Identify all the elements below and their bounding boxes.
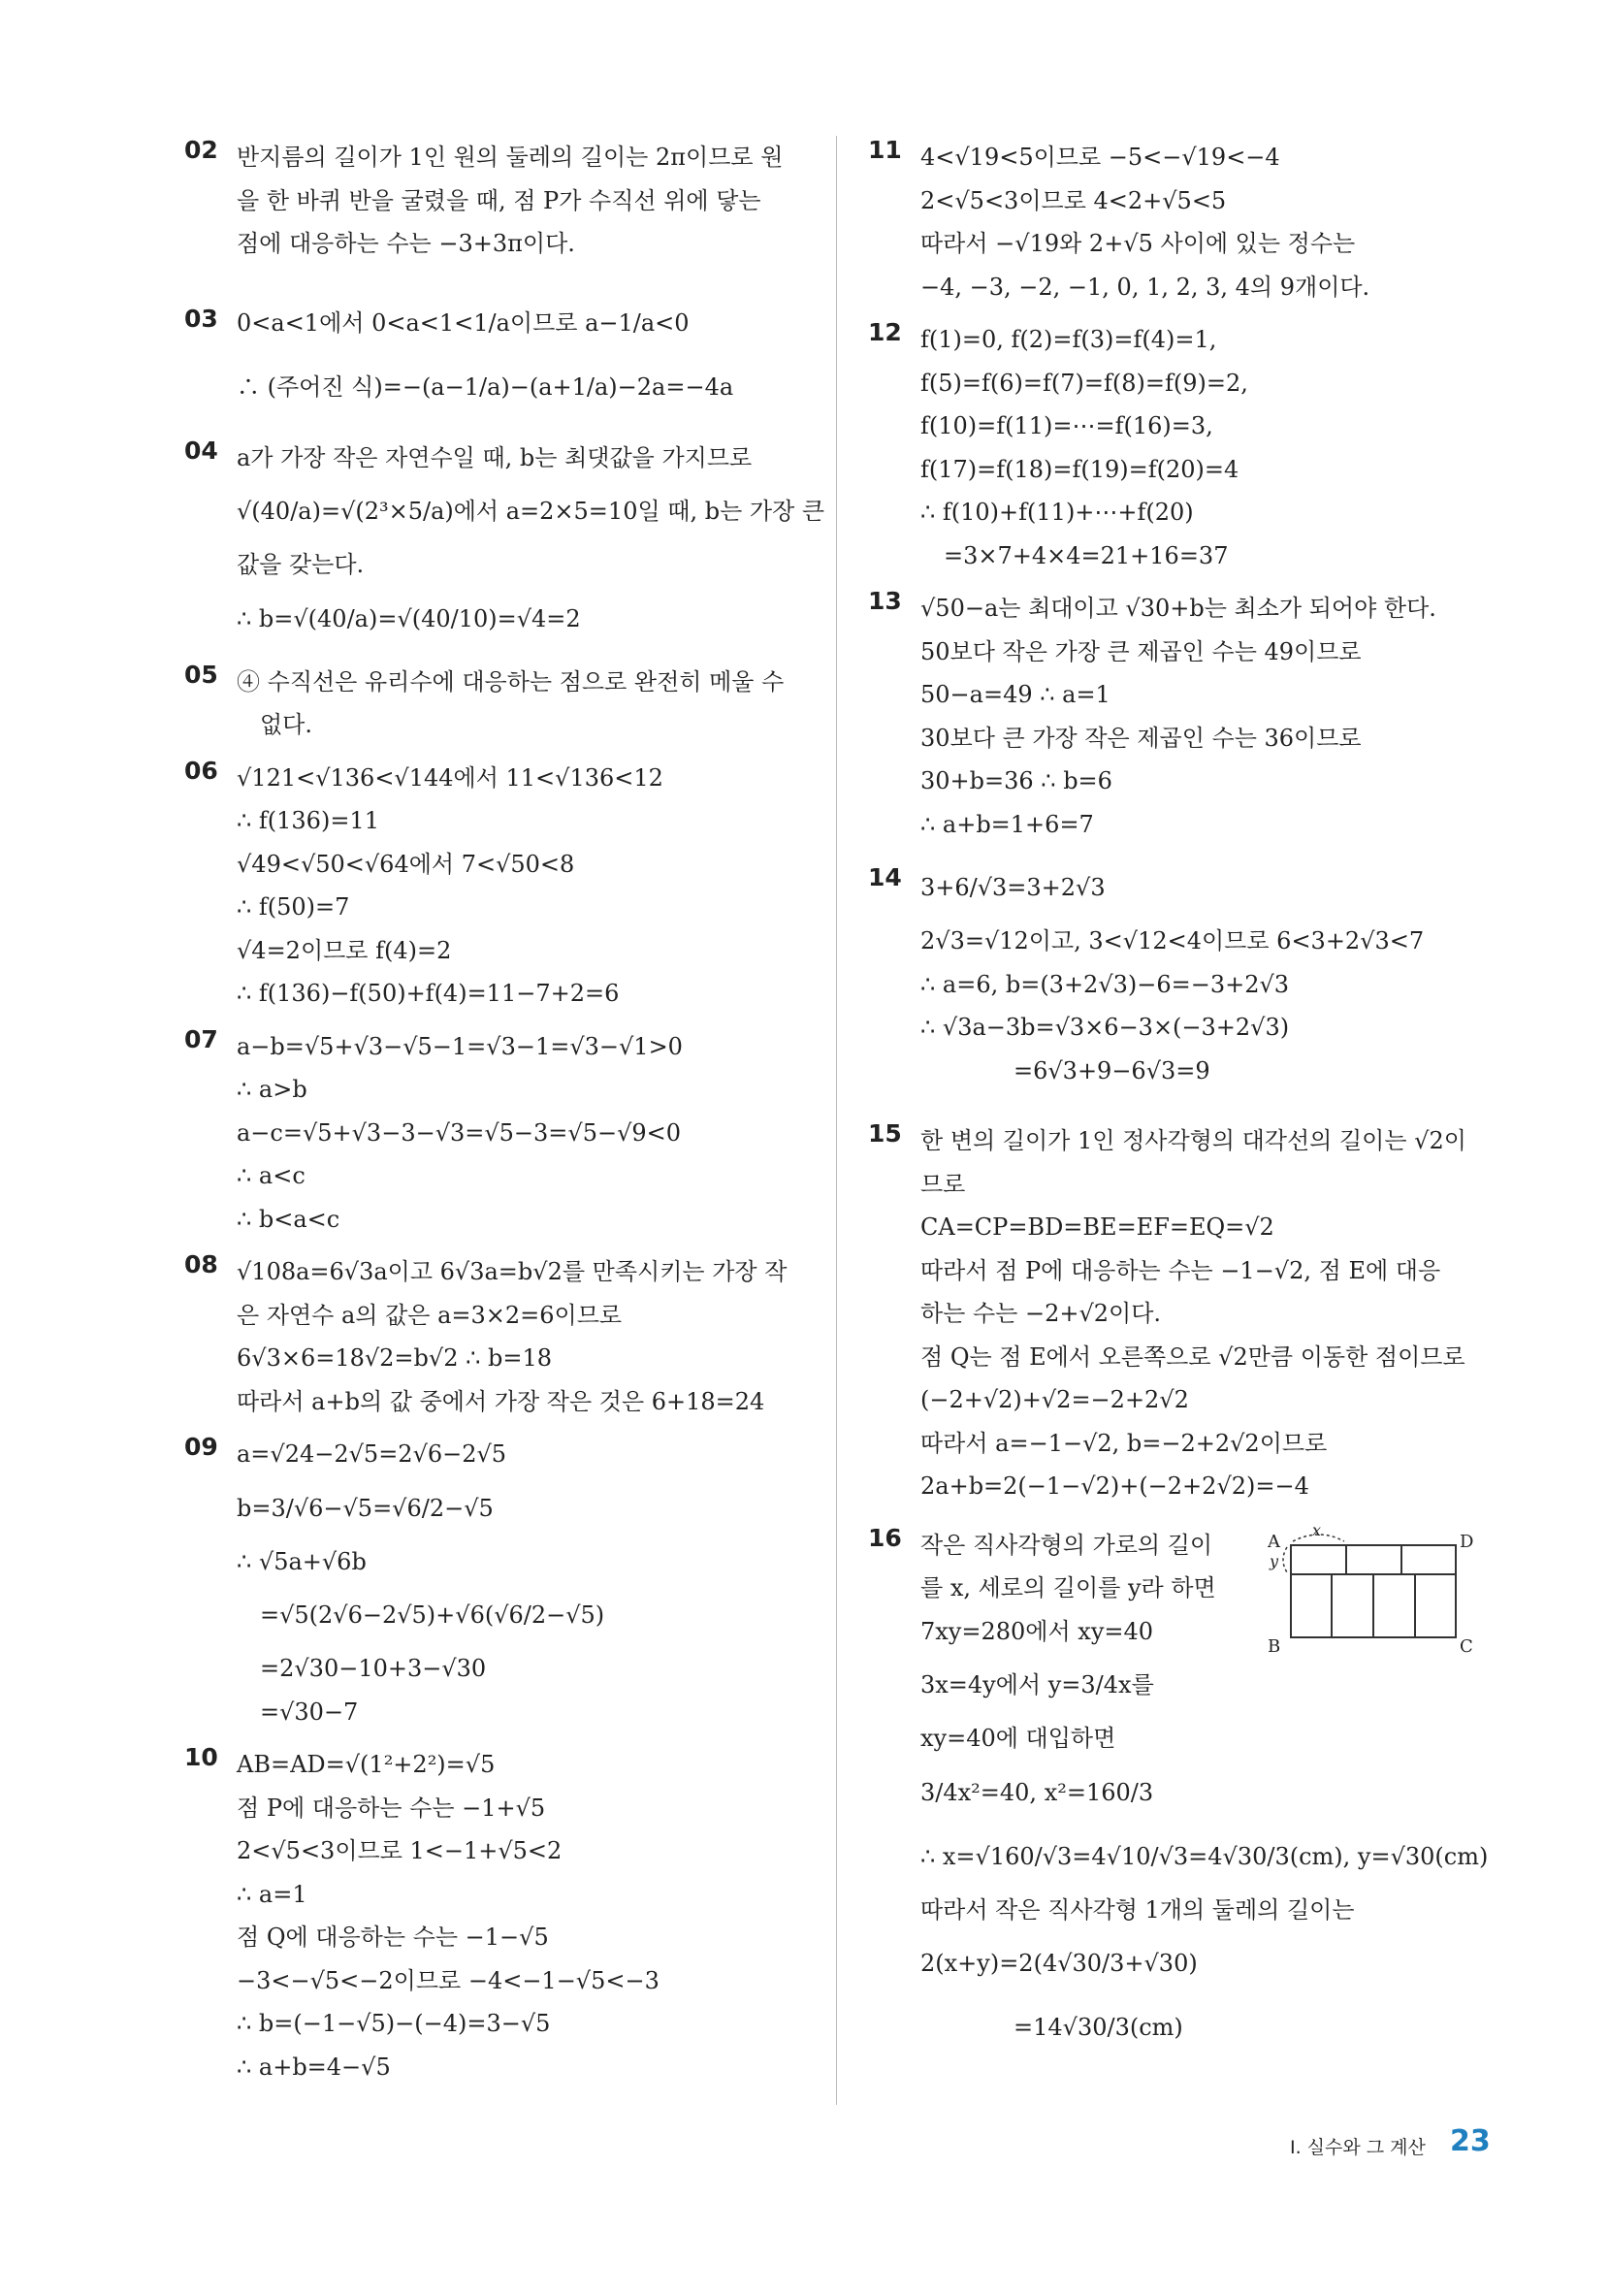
- solution-line: 따라서 a+b의 값 중에서 가장 작은 것은 6+18=24: [237, 1387, 765, 1415]
- solution-line: f(10)=f(11)=⋯=f(16)=3,: [920, 412, 1213, 439]
- solution-10: [184, 1743, 805, 2088]
- solution-line: ∴ b=(−1−√5)−(−4)=3−√5: [237, 2010, 551, 2037]
- footer-section-title: Ⅰ. 실수와 그 계산: [1290, 2137, 1426, 2158]
- solution-line: 한 변의 길이가 1인 정사각형의 대각선의 길이는 √2이: [920, 1127, 1466, 1154]
- solution-line: 2<√5<3이므로 4<2+√5<5: [920, 186, 1227, 214]
- solution-line: ∴ b<a<c: [237, 1205, 340, 1233]
- problem-number: 15: [868, 1119, 902, 1148]
- solution-line: ∴ b=√(40/a)=√(40/10)=√4=2: [237, 604, 581, 632]
- solution-line: 6√3×6=18√2=b√2 ∴ b=18: [237, 1344, 552, 1372]
- solution-line: 값을 갖는다.: [237, 551, 365, 578]
- solution-line: 0<a<1에서 0<a<1<1/a이므로 a−1/a<0: [237, 308, 690, 337]
- y-brace: [1283, 1547, 1287, 1572]
- solution-line: AB=AD=√(1²+2²)=√5: [237, 1751, 496, 1778]
- problem-number: 11: [868, 136, 902, 164]
- solution-line: −3<−√5<−2이므로 −4<−1−√5<−3: [237, 1966, 660, 1994]
- solution-line: ∴ a=6, b=(3+2√3)−6=−3+2√3: [920, 970, 1290, 998]
- solution-line: =14√30/3(cm): [1014, 2014, 1183, 2041]
- problem-number: 06: [184, 756, 218, 785]
- problem-number: 14: [868, 863, 902, 891]
- solution-line: 따라서 점 P에 대응하는 수는 −1−√2, 점 E에 대응: [920, 1256, 1441, 1284]
- problem-number: 05: [184, 660, 218, 689]
- solution-line: 3x=4y에서 y=3/4x를: [920, 1671, 1154, 1698]
- solution-line: ∴ a+b=4−√5: [237, 2053, 391, 2081]
- solution-04: [184, 436, 825, 651]
- solution-line: 를 x, 세로의 길이를 y라 하면: [920, 1574, 1216, 1601]
- solution-line: 점 Q에 대응하는 수는 −1−√5: [237, 1924, 549, 1951]
- label-d: D: [1460, 1532, 1474, 1552]
- problem-number: 13: [868, 587, 902, 615]
- solution-15: [868, 1119, 1489, 1508]
- solution-line: √49<√50<√64에서 7<√50<8: [237, 850, 575, 878]
- label-b: B: [1268, 1636, 1281, 1657]
- solution-line: 반지름의 길이가 1인 원의 둘레의 길이는 2π이므로 원: [237, 144, 784, 171]
- solution-line: 을 한 바퀴 반을 굴렸을 때, 점 P가 수직선 위에 닿는: [237, 186, 761, 214]
- problem-number: 12: [868, 318, 902, 346]
- solution-line: 므로: [920, 1170, 966, 1198]
- solution-line: 3/4x²=40, x²=160/3: [920, 1778, 1154, 1806]
- solution-line: xy=40에 대입하면: [920, 1725, 1116, 1752]
- solution-line: 따라서 −√19와 2+√5 사이에 있는 정수는: [920, 230, 1356, 257]
- solution-line: ∴ √3a−3b=√3×6−3×(−3+2√3): [920, 1014, 1290, 1041]
- solution-line: =√5(2√6−2√5)+√6(√6/2−√5): [260, 1601, 605, 1629]
- solution-line: 따라서 a=−1−√2, b=−2+2√2이므로: [920, 1429, 1328, 1457]
- solution-line: √4=2이므로 f(4)=2: [237, 936, 452, 964]
- page-number: 23: [1450, 2124, 1491, 2158]
- solution-line: f(1)=0, f(2)=f(3)=f(4)=1,: [920, 326, 1217, 353]
- solution-line: 따라서 작은 직사각형 1개의 둘레의 길이는: [920, 1895, 1355, 1924]
- solution-line: f(17)=f(18)=f(19)=f(20)=4: [920, 455, 1239, 483]
- solution-line: ∴ f(136)=11: [237, 807, 379, 834]
- solution-07: [184, 1025, 805, 1242]
- problem-number: 16: [868, 1523, 902, 1552]
- solution-line: √50−a는 최대이고 √30+b는 최소가 되어야 한다.: [920, 595, 1436, 622]
- right-column: [868, 136, 1489, 2059]
- solution-line: ④ 수직선은 유리수에 대응하는 점으로 완전히 메울 수: [237, 667, 785, 695]
- solution-line: 점 Q는 점 E에서 오른쪽으로 √2만큼 이동한 점이므로: [920, 1342, 1465, 1371]
- solution-line: a−b=√5+√3−√5−1=√3−1=√3−√1>0: [237, 1032, 683, 1060]
- rectangle-figure: [1266, 1526, 1479, 1662]
- column-divider: [836, 136, 837, 2105]
- solution-line: 하는 수는 −2+√2이다.: [920, 1300, 1162, 1327]
- solution-line: ∴ a>b: [237, 1076, 307, 1103]
- solution-line: ∴ x=√160/√3=4√10/√3=4√30/3(cm), y=√30(cm): [920, 1842, 1489, 1870]
- solution-12: [868, 318, 1489, 577]
- problem-number: 07: [184, 1024, 218, 1053]
- solution-line: ∴ f(50)=7: [237, 893, 350, 921]
- solution-line: 30보다 큰 가장 작은 제곱인 수는 36이므로: [920, 724, 1362, 752]
- solution-line: ∴ a=1: [237, 1880, 307, 1908]
- solution-13: [868, 587, 1489, 846]
- solution-line: 30+b=36 ∴ b=6: [920, 767, 1112, 794]
- solution-line: √121<√136<√144에서 11<√136<12: [237, 763, 663, 792]
- solution-line: ∴ a+b=1+6=7: [920, 810, 1094, 838]
- solution-08: [184, 1250, 805, 1423]
- solution-line: 2<√5<3이므로 1<−1+√5<2: [237, 1837, 563, 1864]
- solution-line: CA=CP=BD=BE=EF=EQ=√2: [920, 1213, 1274, 1241]
- solution-line: b=3/√6−√5=√6/2−√5: [237, 1494, 494, 1522]
- solution-02: [184, 136, 805, 266]
- solution-line: ∴ a<c: [237, 1162, 306, 1189]
- solution-line: 2√3=√12이고, 3<√12<4이므로 6<3+2√3<7: [920, 927, 1425, 954]
- solution-line: a−c=√5+√3−3−√3=√5−3=√5−√9<0: [237, 1118, 682, 1147]
- problem-number: 09: [184, 1433, 218, 1461]
- solution-line: a=√24−2√5=2√6−2√5: [237, 1440, 507, 1468]
- solution-line: √(40/a)=√(2³×5/a)에서 a=2×5=10일 때, b는 가장 큰: [237, 498, 825, 525]
- problem-number: 08: [184, 1250, 218, 1278]
- solution-09: [184, 1433, 805, 1733]
- solution-line: 50−a=49 ∴ a=1: [920, 681, 1110, 708]
- solution-line: ∴ f(10)+f(11)+⋯+f(20): [920, 499, 1194, 526]
- label-x: x: [1312, 1526, 1322, 1539]
- solution-line: 4<√19<5이므로 −5<−√19<−4: [920, 144, 1280, 171]
- solution-line: 없다.: [260, 711, 312, 738]
- label-y: y: [1270, 1552, 1279, 1570]
- solution-line: =√30−7: [260, 1698, 359, 1726]
- solution-line: ∴ f(136)−f(50)+f(4)=11−7+2=6: [237, 980, 620, 1007]
- solution-line: 7xy=280에서 xy=40: [920, 1617, 1154, 1645]
- solution-line: a가 가장 작은 자연수일 때, b는 최댓값을 가지므로: [237, 443, 753, 471]
- solution-11: [868, 136, 1489, 308]
- solution-line: =6√3+9−6√3=9: [1014, 1056, 1210, 1084]
- problem-number: 04: [184, 436, 218, 465]
- solution-line: 작은 직사각형의 가로의 길이: [920, 1531, 1213, 1559]
- solution-06: [184, 757, 805, 1016]
- solution-05: [184, 661, 805, 747]
- solution-03: [184, 291, 805, 419]
- problem-number: 10: [184, 1743, 218, 1771]
- solution-line: ∴ (주어진 식)=−(a−1/a)−(a+1/a)−2a=−4a: [237, 372, 734, 401]
- solution-line: =3×7+4×4=21+16=37: [944, 541, 1229, 569]
- solution-line: 50보다 작은 가장 큰 제곱인 수는 49이므로: [920, 637, 1362, 665]
- solution-line: 점 P에 대응하는 수는 −1+√5: [237, 1794, 546, 1822]
- solution-line: √108a=6√3a이고 6√3a=b√2를 만족시키는 가장 작: [237, 1258, 788, 1285]
- solution-line: 2(x+y)=2(4√30/3+√30): [920, 1950, 1198, 1977]
- solution-line: 점에 대응하는 수는 −3+3π이다.: [237, 230, 575, 257]
- solution-line: 3+6/√3=3+2√3: [920, 874, 1106, 901]
- solution-line: =2√30−10+3−√30: [260, 1655, 487, 1682]
- problem-number: 02: [184, 136, 218, 164]
- solution-line: 2a+b=2(−1−√2)+(−2+2√2)=−4: [920, 1472, 1309, 1500]
- solution-line: (−2+√2)+√2=−2+2√2: [920, 1386, 1189, 1413]
- problem-number: 03: [184, 304, 218, 333]
- solution-line: ∴ √5a+√6b: [237, 1547, 367, 1575]
- solution-line: f(5)=f(6)=f(7)=f(8)=f(9)=2,: [920, 369, 1248, 397]
- solution-14: [868, 856, 1489, 1092]
- solution-line: 은 자연수 a의 값은 a=3×2=6이므로: [237, 1301, 623, 1329]
- label-a: A: [1268, 1532, 1280, 1552]
- left-column: [184, 136, 825, 2088]
- solution-line: −4, −3, −2, −1, 0, 1, 2, 3, 4의 9개이다.: [920, 273, 1370, 301]
- label-c: C: [1460, 1636, 1473, 1657]
